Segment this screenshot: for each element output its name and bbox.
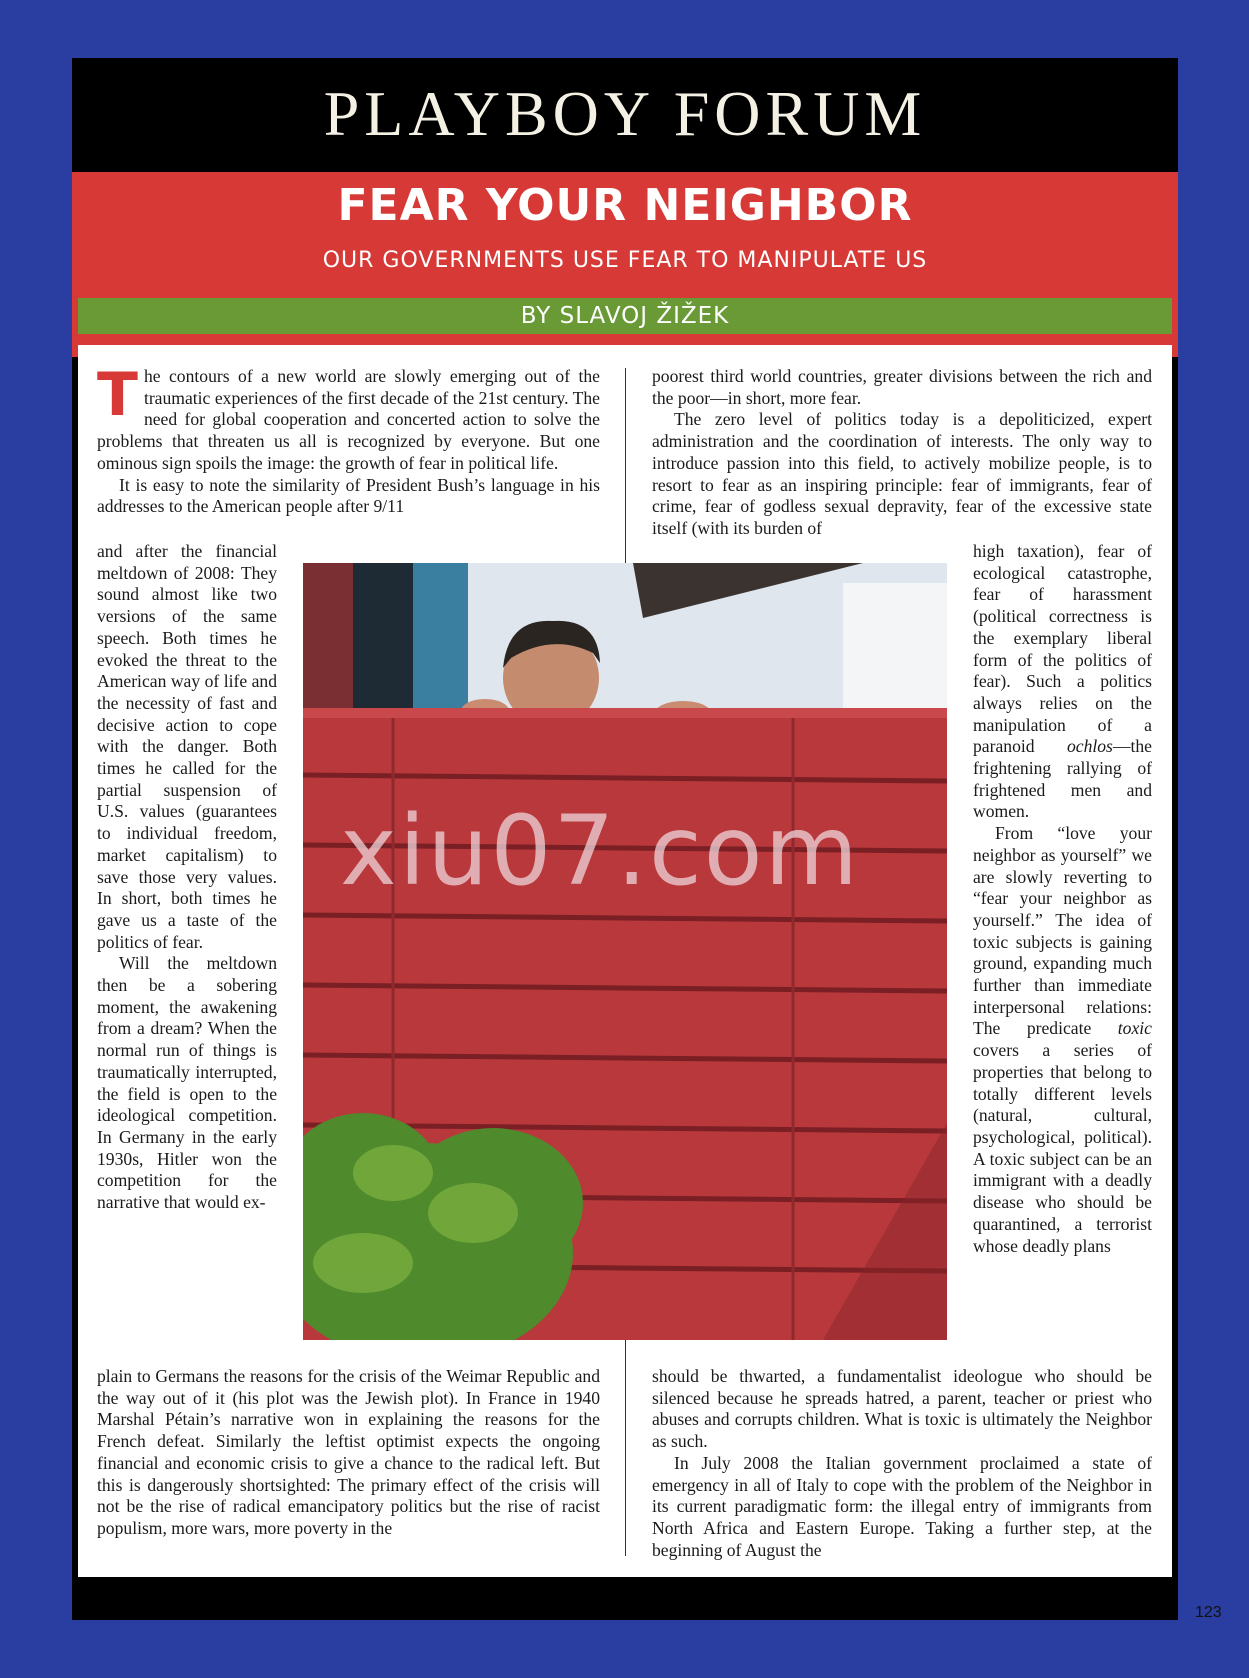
paragraph: It is easy to note the similarity of President Bush’s language in his addresses to the American people after 9/11 [97,474,600,517]
emphasis: ochlos [1066,736,1113,757]
paragraph: plain to Germans the reasons for the crisis of the Weimar Republic and the way out of it (his plot was the Jewish plot). In France in 1940 Marshal Pétain’s narrative won in explaining the reasons for the French defeat. Similarly the leftist optimist expects the ongoing financial and economic crisis to give a chance to the radical left. But this is dangerously shortsighted: The primary effect of the crisis will not be the rise of radical emancipatory politics but the rise of racist populism, more wars, more poverty in the [97,1366,600,1538]
left-column-top [97,360,600,518]
right-column-bottom [652,1366,1152,1561]
masthead-title: PLAYBOY FORUM [323,78,927,149]
emphasis: toxic [1117,1018,1152,1039]
right-column-wrap [973,541,1152,1257]
left-column-bottom [97,1366,600,1540]
drop-cap: T [97,360,138,430]
article-headline: FEAR YOUR NEIGHBOR [337,180,913,231]
divider-strip [78,334,1172,344]
fence-photo-illustration [303,563,947,1340]
byline: BY SLAVOJ ŽIŽEK [78,298,1172,334]
article-subhead: OUR GOVERNMENTS USE FEAR TO MANIPULATE US [322,248,928,273]
paragraph: high taxation), fear of ecological catastrophe, fear of harassment (political correctness is the exemplary liberal form of the politics of fear). Such a politics always relies on the manipulation of a paranoid ochlos—the frightening rallying of frightened men and women. [973,541,1152,822]
paragraph: poorest third world countries, greater divisions between the rich and the poor—in short, more fear. [652,366,1152,408]
article-photo [303,563,947,1340]
right-column-top [652,366,1152,540]
paragraph: In July 2008 the Italian government proclaimed a state of emergency in all of Italy to cope with the problem of the Neighbor in its current paradigmatic form: the illegal entry of immigrants from North Africa and Eastern Europe. Taking a further step, at the beginning of August the [652,1452,1152,1560]
paragraph: should be thwarted, a fundamentalist ideologue who should be silenced because he spreads hatred, a parent, teacher or priest who abuses and corrupts children. What is toxic is ultimately the Neighbor as such. [652,1366,1152,1452]
paragraph: From “love your neighbor as yourself” we are slowly reverting to “fear your neighbor as yourself.” The idea of toxic subjects is gaining ground, expanding much further than immediate interpersonal relations: The predicate toxic covers a series of properties that belong to totally different levels (natural, cultural, psychological, political). A toxic subject can be an immigrant with a deadly disease who should be quarantined, a terrorist whose deadly plans [973,823,1152,1256]
left-column-wrap [97,541,277,1214]
paragraph: he contours of a new world are slowly emerging out of the traumatic experiences of the first decade of the 21st century. The need for global cooperation and concerted action to solve the problems that threaten us all is recognized by everyone. But one ominous sign spoils the image: the growth of fear in political life. [97,366,600,473]
page-number: 123 [1195,1604,1222,1621]
paragraph: The zero level of politics today is a depoliticized, expert administration and the coordination of interests. The only way to introduce passion into this field, to actively mobilize people, is to resort to fear as an inspiring principle: fear of immigrants, fear of crime, fear of godless sexual depravity, fear of the excessive state itself (with its burden of [652,409,1152,538]
paragraph: Will the meltdown then be a sobering moment, the awakening from a dream? When the normal run of things is traumatically interrupted, the field is open to the ideological competition. In Germany in the early 1930s, Hitler won the competition for the narrative that would ex- [97,953,277,1213]
paragraph: and after the financial meltdown of 2008: They sound almost like two versions of the same speech. Both times he evoked the threat to the American way of life and the necessity of fast and decisive action to cope with the danger. Both times he called for the partial suspension of U.S. values (guarantees to individual freedom, market capitalism) to save those very values. In short, both times he gave us a taste of the politics of fear. [97,541,277,952]
watermark-text: xiu07.com [340,795,861,907]
